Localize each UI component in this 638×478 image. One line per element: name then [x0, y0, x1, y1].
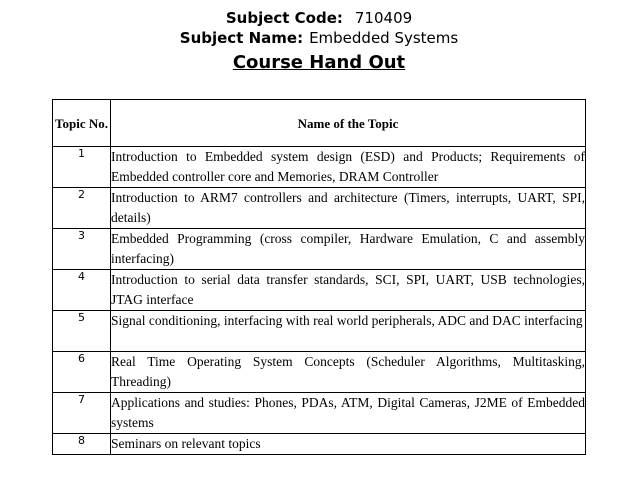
- topic-number: 6: [53, 352, 111, 393]
- topic-name: Embedded Programming (cross compiler, Hardware Emulation, C and assembly interfacing): [111, 229, 586, 270]
- topic-number: 4: [53, 270, 111, 311]
- topic-number: 8: [53, 434, 111, 455]
- table-row: [53, 147, 586, 188]
- topic-name: Introduction to Embedded system design (ESD) and Products; Requirements of Embedded controller core and Memories, DRAM Controller: [111, 147, 586, 188]
- topic-name: Introduction to serial data transfer standards, SCI, SPI, UART, USB technologies, JTAG interface: [111, 270, 586, 311]
- topic-number: 7: [53, 393, 111, 434]
- table-row: [53, 352, 586, 393]
- topic-name: Applications and studies: Phones, PDAs, ATM, Digital Cameras, J2ME of Embedded systems: [111, 393, 586, 434]
- subject-name-line: [0, 28, 638, 48]
- table-row: [53, 188, 586, 229]
- topic-number: 5: [53, 311, 111, 352]
- table-row: [53, 434, 586, 455]
- topics-table: [52, 99, 586, 455]
- table-row: [53, 229, 586, 270]
- table-row: [53, 393, 586, 434]
- subject-code-value: 710409: [354, 9, 413, 27]
- table-header-row: [53, 100, 586, 147]
- document-header: [0, 8, 638, 75]
- table-row: [53, 270, 586, 311]
- topic-number: 1: [53, 147, 111, 188]
- topic-name-header: Name of the Topic: [111, 100, 586, 147]
- topic-name: Seminars on relevant topics: [111, 434, 586, 455]
- subject-code-label: Subject Code:: [225, 9, 343, 27]
- topic-name: Introduction to ARM7 controllers and architecture (Timers, interrupts, UART, SPI, details): [111, 188, 586, 229]
- topic-number: 3: [53, 229, 111, 270]
- table-row: [53, 311, 586, 352]
- subject-code-line: [0, 8, 638, 28]
- subject-name-label: Subject Name:: [179, 29, 304, 47]
- topic-no-header: Topic No.: [53, 100, 111, 147]
- topic-name: Real Time Operating System Concepts (Scheduler Algorithms, Multitasking, Threading): [111, 352, 586, 393]
- subject-name-value: Embedded Systems: [309, 29, 459, 47]
- topic-name: Signal conditioning, interfacing with real world peripherals, ADC and DAC interfacing: [111, 311, 586, 352]
- document-title: Course Hand Out: [232, 52, 406, 73]
- topic-number: 2: [53, 188, 111, 229]
